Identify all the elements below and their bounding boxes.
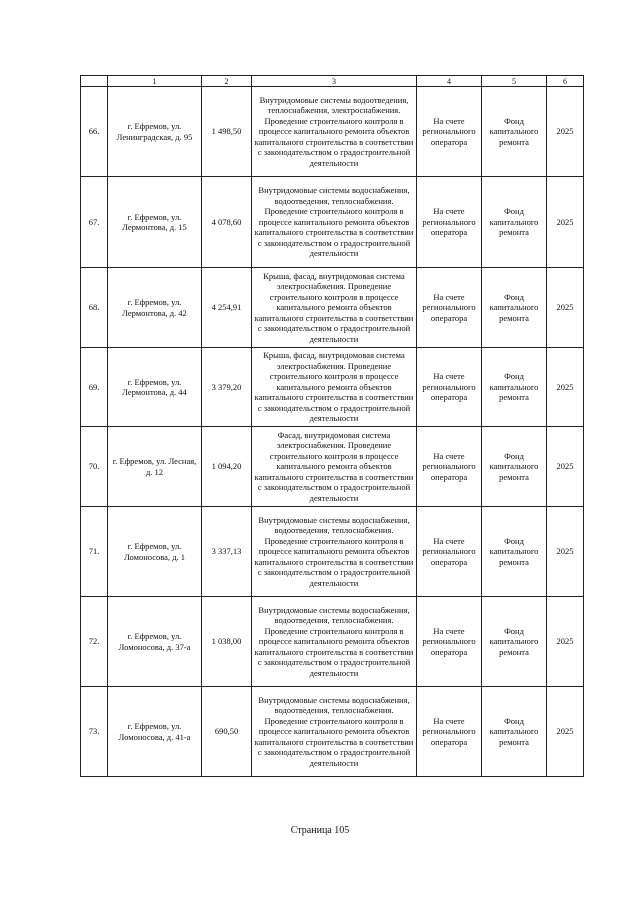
year-cell: 2025 <box>547 427 584 507</box>
works-cell: Внутридомовые системы водоснабжения, водоотведения, теплоснабжения. Проведение строительного контроля в процессе капитального ремонта объектов капитального строительства в соответствии с законодательством о градостроительной деятельности <box>252 507 417 597</box>
address-cell: г. Ефремов, ул. Ломоносова, д. 41-а <box>108 687 202 777</box>
works-cell: Внутридомовые системы водоснабжения, водоотведения, теплоснабжения. Проведение строительного контроля в процессе капитального ремонта объектов капитального строительства в соответствии с законодательством о градостроительной деятельности <box>252 597 417 687</box>
fund-cell: Фонд капитального ремонта <box>482 348 547 427</box>
header-col-5: 5 <box>482 76 547 87</box>
cost-cell: 1 094,20 <box>202 427 252 507</box>
table-row <box>81 87 584 177</box>
address-cell: г. Ефремов, ул. Ломоносова, д. 1 <box>108 507 202 597</box>
table-row <box>81 597 584 687</box>
cost-cell: 690,50 <box>202 687 252 777</box>
year-cell: 2025 <box>547 597 584 687</box>
works-cell: Внутридомовые системы водоснабжения, водоотведения, теплоснабжения. Проведение строительного контроля в процессе капитального ремонта объектов капитального строительства в соответствии с законодательством о градостроительной деятельности <box>252 177 417 268</box>
works-cell: Внутридомовые системы водоотведения, теплоснабжения, электроснабжения. Проведение строительного контроля в процессе капитального ремонта объектов капитального строительства в соответствии с законодательством о градостроительной деятельности <box>252 87 417 177</box>
row-number: 73. <box>81 687 108 777</box>
row-number: 69. <box>81 348 108 427</box>
row-number: 68. <box>81 268 108 348</box>
year-cell: 2025 <box>547 507 584 597</box>
address-cell: г. Ефремов, ул. Лермонтова, д. 42 <box>108 268 202 348</box>
header-col-4: 4 <box>417 76 482 87</box>
year-cell: 2025 <box>547 177 584 268</box>
header-col-1: 1 <box>108 76 202 87</box>
year-cell: 2025 <box>547 268 584 348</box>
fund-cell: Фонд капитального ремонта <box>482 507 547 597</box>
cost-cell: 4 254,91 <box>202 268 252 348</box>
works-cell: Внутридомовые системы водоснабжения, водоотведения, теплоснабжения. Проведение строительного контроля в процессе капитального ремонта объектов капитального строительства в соответствии с законодательством о градостроительной деятельности <box>252 687 417 777</box>
address-cell: г. Ефремов, ул. Лермонтова, д. 15 <box>108 177 202 268</box>
address-cell: г. Ефремов, ул. Лермонтова, д. 44 <box>108 348 202 427</box>
account-cell: На счете регионального оператора <box>417 597 482 687</box>
header-blank <box>81 76 108 87</box>
page-number: Страница 105 <box>290 825 350 836</box>
table-row <box>81 687 584 777</box>
fund-cell: Фонд капитального ремонта <box>482 177 547 268</box>
fund-cell: Фонд капитального ремонта <box>482 268 547 348</box>
row-number: 70. <box>81 427 108 507</box>
row-number: 71. <box>81 507 108 597</box>
row-number: 66. <box>81 87 108 177</box>
fund-cell: Фонд капитального ремонта <box>482 87 547 177</box>
cost-cell: 4 078,60 <box>202 177 252 268</box>
cost-cell: 1 038,00 <box>202 597 252 687</box>
works-cell: Фасад, внутридомовая система электроснабжения. Проведение строительного контроля в процессе капитального ремонта объектов капитального строительства в соответствии с законодательством о градостроительной деятельности <box>252 427 417 507</box>
account-cell: На счете регионального оператора <box>417 87 482 177</box>
works-cell: Крыша, фасад, внутридомовая система электроснабжения. Проведение строительного контроля в процессе капитального ремонта объектов капитального строительства в соответствии с законодательством о градостроительной деятельности <box>252 268 417 348</box>
account-cell: На счете регионального оператора <box>417 268 482 348</box>
address-cell: г. Ефремов, ул. Лесная, д. 12 <box>108 427 202 507</box>
cost-cell: 3 337,13 <box>202 507 252 597</box>
cost-cell: 3 379,20 <box>202 348 252 427</box>
account-cell: На счете регионального оператора <box>417 427 482 507</box>
fund-cell: Фонд капитального ремонта <box>482 597 547 687</box>
year-cell: 2025 <box>547 687 584 777</box>
table-row <box>81 348 584 427</box>
year-cell: 2025 <box>547 348 584 427</box>
table-row <box>81 507 584 597</box>
account-cell: На счете регионального оператора <box>417 177 482 268</box>
year-cell: 2025 <box>547 87 584 177</box>
header-col-3: 3 <box>252 76 417 87</box>
works-cell: Крыша, фасад, внутридомовая система электроснабжения. Проведение строительного контроля в процессе капитального ремонта объектов капитального строительства в соответствии с законодательством о градостроительной деятельности <box>252 348 417 427</box>
address-cell: г. Ефремов, ул. Ленинградская, д. 95 <box>108 87 202 177</box>
account-cell: На счете регионального оператора <box>417 687 482 777</box>
fund-cell: Фонд капитального ремонта <box>482 687 547 777</box>
header-col-6: 6 <box>547 76 584 87</box>
table-row <box>81 177 584 268</box>
cost-cell: 1 498,50 <box>202 87 252 177</box>
table-row <box>81 427 584 507</box>
account-cell: На счете регионального оператора <box>417 507 482 597</box>
row-number: 72. <box>81 597 108 687</box>
fund-cell: Фонд капитального ремонта <box>482 427 547 507</box>
header-col-2: 2 <box>202 76 252 87</box>
column-number-row <box>81 76 584 87</box>
account-cell: На счете регионального оператора <box>417 348 482 427</box>
works-table <box>80 75 584 777</box>
address-cell: г. Ефремов, ул. Ломоносова, д. 37-а <box>108 597 202 687</box>
row-number: 67. <box>81 177 108 268</box>
table-row <box>81 268 584 348</box>
